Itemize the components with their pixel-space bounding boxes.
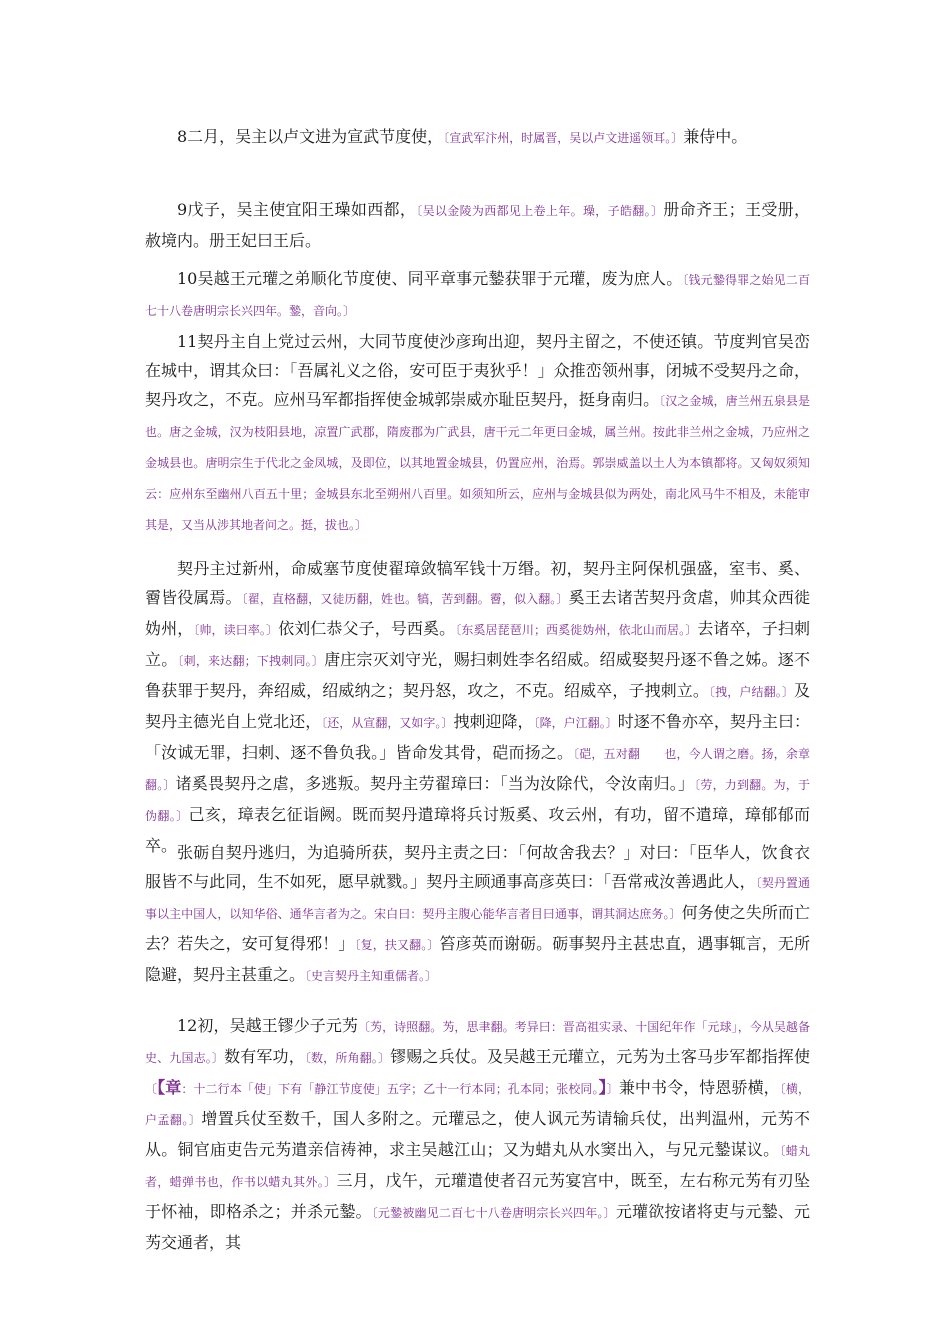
main-text: 12初，吴越王镠少子元𫇭 <box>177 1016 358 1035</box>
main-text: 兼中书令，恃恩骄横， <box>618 1078 780 1097</box>
collation-marker: 】 <box>598 1078 607 1097</box>
main-text: 元瓘欲按诸将吏与元䥍、元𫇭交通者，其 <box>145 1202 810 1252</box>
annotation-note: ：十二行本「使」下有「静江节度使」五字；乙十一行本同；孔本同；张校同。 <box>181 1082 599 1096</box>
annotation-note: 〔帅，读曰率。〕 <box>193 623 279 637</box>
main-text: 8二月，吴主以卢文进为宣武节度使， <box>177 127 444 146</box>
main-text: 镠赐之兵仗。及吴越王元瓘立，元𫇭为土客马步军都指挥使 <box>390 1047 810 1066</box>
main-text: 依刘仁恭父子，号西奚。 <box>278 619 456 638</box>
main-text: 拽刺迎降， <box>453 712 534 731</box>
annotation-note: 〔吴以金陵为西都见上卷上年。璪，子皓翻。〕 <box>416 204 664 218</box>
annotation-note: 〔契丹置通事以主中国人，以知华俗、通华言者为之。宋白曰：契丹主腹心能华言者目曰通事，谓其洞达庶务。〕 <box>145 876 810 921</box>
main-text: 9戊子，吴主使宜阳王璪如西都， <box>177 200 417 219</box>
main-text: 11契丹主自上党过云州，大同节度使沙彦珣出迎，契丹主留之，不使还镇。节度判官吴峦在城中，谓其众曰：「吾属礼义之俗，安可臣于夷狄乎！」众推峦领州事，闭城不受契丹之命，契丹攻之，不克。应州马军都指挥使金城郭崇威亦耻臣契丹，挺身南归。 <box>145 332 810 409</box>
main-text: 何务使之失所而亡去？若失之，安可复得邪！」 <box>145 903 810 953</box>
annotation-note: 〔降，户江翻。〕 <box>533 716 618 730</box>
annotation-note: 〔 <box>145 1082 158 1096</box>
main-text: 10吴越王元瓘之弟顺化节度使、同平章事元䥍获罪于元瓘，废为庶人。 <box>177 269 683 288</box>
main-text: 数有军功， <box>224 1047 305 1066</box>
annotation-note: 〔刺，来达翻；下拽刺同。〕 <box>177 654 325 668</box>
annotation-note: 〔翟，直格翻，又徒历翻，姓也。犒，苦到翻。霫，似入翻。〕 <box>241 592 569 606</box>
paragraph-10 <box>145 264 810 326</box>
annotation-note: 〔硙，五对翻 也，今人谓之磨。扬，余章翻。〕 <box>145 747 810 792</box>
annotation-note: 〔横，户孟翻。〕 <box>145 1082 810 1127</box>
main-text: 唐庄宗灭刘守光，赐扫刺姓李名绍威。绍威娶契丹逐不鲁之姊。逐不鲁获罪于契丹，奔绍威，绍威纳之；契丹怒，攻之，不克。绍威卒，子拽刺立。 <box>145 650 810 700</box>
annotation-note: 〔东奚居琵琶川；西奚徙妫州，依北山而居。〕 <box>455 623 698 637</box>
main-text: 笞彦英而谢砺。砺事契丹主甚忠直，遇事辄言，无所隐避，契丹主甚重之。 <box>145 934 810 984</box>
annotation-note: 〔𫇭，诗照翻。𫇭，思聿翻。考异曰：晋高祖实录、十国纪年作「元球」，今从吴越备史、九国志。〕 <box>145 1020 810 1065</box>
paragraph-11-continued-qidan <box>145 554 810 860</box>
annotation-note: 〔宣武军汴州，时属晋，吴以卢文进遥领耳。〕 <box>443 131 684 145</box>
paragraph-9 <box>145 195 810 255</box>
annotation-note: 〔蜡丸者，蜡弹书也，作书以蜡丸其外。〕 <box>145 1144 810 1189</box>
main-text: 去诸卒，子扫刺立。 <box>145 619 810 669</box>
main-text: 奚王去诸苦契丹贪虐，帅其众西徙妫州， <box>145 588 810 638</box>
annotation-note: 〔复，扶又翻。〕 <box>354 938 440 952</box>
main-text: 及契丹主德光自上党北还， <box>145 681 810 731</box>
main-text: 契丹主过新州，命威塞节度使翟璋敛犒军钱十万缗。初，契丹主阿保机强盛，室韦、奚、霫皆役属焉。 <box>145 559 810 607</box>
main-text: 增置兵仗至数千，国人多附之。元瓘忌之，使人讽元𫇭请输兵仗，出判温州，元𫇭不从。铜官庙吏告元𫇭遣亲信祷神，求主吴越江山；又为蜡丸从水窦出入，与兄元䥍谋议。 <box>145 1109 810 1159</box>
annotation-note: 〔钱元䥍得罪之始见二百七十八卷唐明宗长兴四年。䥍，音向。〕 <box>145 273 810 318</box>
collation-marker: 【章 <box>157 1078 182 1097</box>
main-text: 诸奚畏契丹之虐，多逃叛。契丹主劳翟璋曰：「当为汝除代，令汝南归。」 <box>175 774 695 793</box>
paragraph-zhang-li <box>145 838 810 991</box>
main-text: 兼侍中。 <box>683 127 748 146</box>
annotation-note: 〔汉之金城，唐兰州五泉县是也。唐之金城，汉为枝阳县地，凉置广武郡，隋废郡为广武县，唐干元二年更曰金城，属兰州。按此非兰州之金城，乃应州之金城县也。唐明宗生于代北之金凤城，及即位，以其地置金城县，仍置应州，治焉。郭崇威盖以土人为本镇都将。又匈奴须知云：应州东至幽州八百五十里；金城县东北至朔州八百里。如须知所云，应州与金城县似为两处，南北风马牛不相及，未能审其是，又当从涉其地者问之。挺，拔也。〕 <box>145 394 810 532</box>
annotation-note: 〕 <box>606 1082 619 1096</box>
annotation-note: 〔还，从宣翻，又如字。〕 <box>321 716 454 730</box>
annotation-note: 〔史言契丹主知重儒者。〕 <box>305 969 438 983</box>
annotation-note: 〔元䥍被幽见二百七十八卷唐明宗长兴四年。〕 <box>371 1206 616 1220</box>
main-text: 三月，戊午，元瓘遣使者召元𫇭宴宫中，既至，左右称元𫇭有刃坠于怀袖，即格杀之；并杀元䥍。 <box>145 1171 810 1221</box>
main-text: 册命齐王；王受册，赦境内。册王妃曰王后。 <box>145 200 810 250</box>
main-text: 张砺自契丹逃归，为追骑所获，契丹主责之曰：「何故舍我去？」对曰：「臣华人，饮食衣服皆不与此同，生不如死，愿早就戮。」契丹主顾通事高彦英曰：「吾常戒汝善遇此人， <box>145 843 810 891</box>
annotation-note: 〔拽，户结翻。〕 <box>709 685 794 699</box>
annotation-note: 〔劳，力到翻。为，于伪翻。〕 <box>145 778 810 823</box>
annotation-note: 〔数，所角翻。〕 <box>304 1051 391 1065</box>
paragraph-8 <box>145 122 810 153</box>
main-text: 时逐不鲁亦卒，契丹主曰：「汝诚无罪，扫刺、逐不鲁负我。」皆命发其骨，硙而扬之。 <box>145 712 810 762</box>
main-text: 己亥，璋表乞征诣阙。既而契丹遣璋将兵讨叛奚、攻云州，有功，留不遣璋，璋郁郁而卒。 <box>145 805 810 855</box>
paragraph-11 <box>145 327 810 540</box>
paragraph-12 <box>145 1011 810 1257</box>
